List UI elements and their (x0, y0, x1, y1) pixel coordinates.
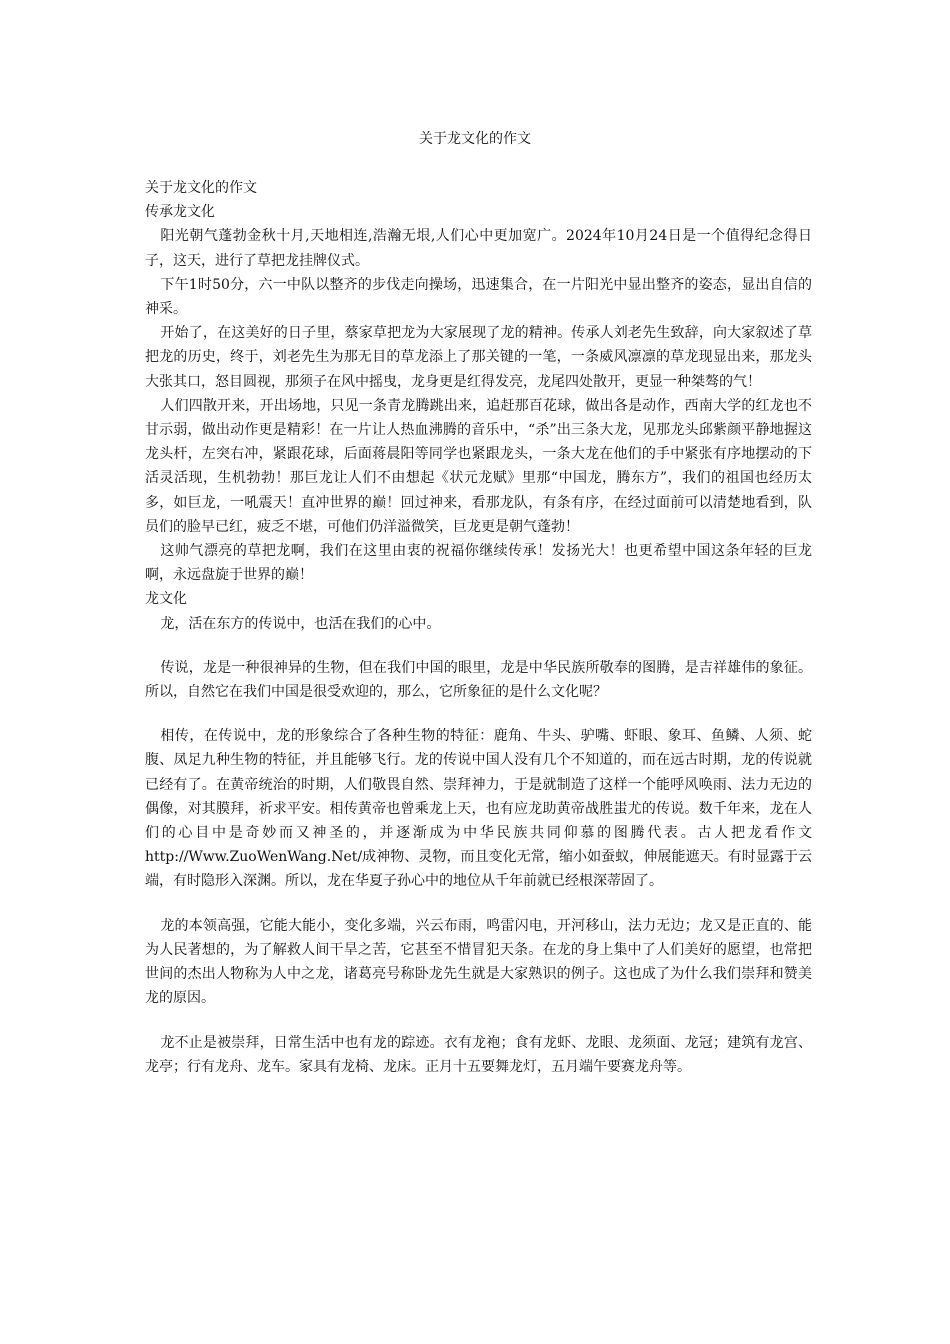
paragraph: 传说，龙是一种很神异的生物，但在我们中国的眼里，龙是中华民族所敬奉的图腾，是吉祥雄伟的象征。所以，自然它在我们中国是很受欢迎的，那么，它所象征的是什么文化呢？ (145, 659, 812, 701)
paragraph: 阳光朝气蓬勃金秋十月,天地相连,浩瀚无垠,人们心中更加宽广。2024年10月24日是一个值得纪念得日子，这天，进行了草把龙挂牌仪式。 (145, 228, 812, 269)
section-title-chuancheng: 传承龙文化 (145, 204, 215, 221)
paragraph: 龙，活在东方的传说中，也活在我们的心中。 (160, 615, 441, 632)
paragraph: 下午1时50分，六一中队以整齐的步伐走向操场，迅速集合，在一片阳光中显出整齐的姿态，显出自信的神采。 (145, 276, 812, 318)
section-title-longwenhua: 龙文化 (145, 591, 187, 608)
paragraph: 人们四散开来，开出场地，只见一条青龙腾跳出来，追赶那百花球，做出各是动作，西南大学的红龙也不甘示弱，做出动作更是精彩！在一片让人热血沸腾的音乐中，“杀”出三条大龙，见那龙头邱紫颜平静地握这龙头杆，左突右冲，紧跟花球，后面蒋晨阳等同学也紧跟龙头，一条大龙在他们的手中紧张有序地摆动的下活灵活现，生机勃勃！那巨龙让人们不由想起《状元龙赋》里那“中国龙，腾东方”，我们的祖国也经历太多，如巨龙，一吼震天！直冲世界的巅！回过神来，看那龙队，有条有序，在经过面前可以清楚地看到，队员们的脸早已红，疲乏不堪，可他们仍洋溢微笑，巨龙更是朝气蓬勃！ (145, 397, 812, 535)
paragraph: 龙的本领高强，它能大能小，变化多端，兴云布雨，鸣雷闪电，开河移山，法力无边；龙又是正直的、能为人民著想的，为了解救人间干旱之苦，它甚至不惜冒犯天条。在龙的身上集中了人们美好的愿望，也常把世间的杰出人物称为人中之龙，诸葛亮号称卧龙先生就是大家熟识的例子。这也成了为什么我们崇拜和赞美龙的原因。 (145, 917, 812, 1007)
paragraph: 这帅气漂亮的草把龙啊，我们在这里由衷的祝福你继续传承！发扬光大！也更希望中国这条年轻的巨龙啊，永远盘旋于世界的巅！ (145, 543, 812, 584)
document-body (145, 176, 812, 1079)
paragraph: 开始了，在这美好的日子里，蔡家草把龙为大家展现了龙的精神。传承人刘老先生致辞，向大家叙述了草把龙的历史，终于，刘老先生为那无目的草龙添上了那关键的一笔，一条威风凛凛的草龙现显出来，那龙头大张其口，怒目圆视，那须子在风中摇曳，龙身更是红得发亮，龙尾四处散开，更显一种桀骜的气！ (145, 325, 812, 390)
document-heading: 关于龙文化的作文 (145, 180, 257, 196)
page-title: 关于龙文化的作文 (419, 131, 531, 147)
paragraph: 龙不止是被崇拜，日常生活中也有龙的踪迹。衣有龙袍；食有龙虾、龙眼、龙须面、龙冠；建筑有龙宫、龙亭；行有龙舟、龙车。家具有龙椅、龙床。正月十五要舞龙灯，五月端午要赛龙舟等。 (145, 1034, 812, 1075)
paragraph: 相传，在传说中，龙的形象综合了各种生物的特征：鹿角、牛头、驴嘴、虾眼、象耳、鱼鳞、人须、蛇腹、凤足九种生物的特征，并且能够飞行。龙的传说中国人没有几个不知道的，而在远古时期，龙的传说就已经有了。在黄帝统治的时期，人们敬畏自然、崇拜神力，于是就制造了这样一个能呼风唤雨、法力无边的偶像，对其膜拜，祈求平安。相传黄帝也曾乘龙上天，也有应龙助黄帝战胜蚩尤的传说。数千年来，龙在人们的心目中是奇妙而又神圣的，并逐渐成为中华民族共同仰慕的图腾代表。古人把龙看作文http://Www.ZuoWenWang.Net/成神物、灵物，而且变化无常，缩小如蚕蚁，伸展能遮天。有时显露于云端，有时隐形入深渊。所以，龙在华夏子孙心中的地位从千年前就已经根深蒂固了。 (145, 728, 812, 890)
